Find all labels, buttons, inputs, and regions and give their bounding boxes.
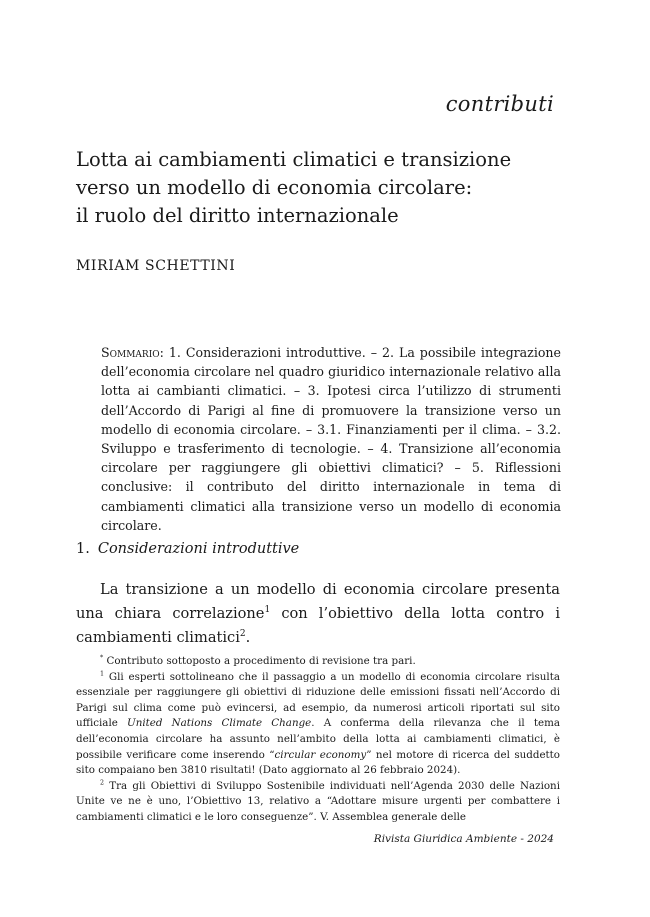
section-heading (76, 541, 299, 557)
footnote-ref-1[interactable]: 1 (264, 605, 271, 616)
title-line-3: il ruolo del diritto internazionale (76, 204, 399, 227)
footnote-1 (76, 670, 560, 779)
footnote-1-site: United Nations Climate Change (127, 717, 312, 730)
footnotes (76, 654, 560, 826)
footnote-1-mark: 1 (100, 669, 105, 678)
journal-year: 2024 (527, 833, 554, 845)
footer-separator: - (517, 833, 528, 845)
footnote-2-text: Tra gli Obiettivi di Sviluppo Sostenibile individuati nell’Agenda 2030 delle Nazioni Unite ve ne è uno, l’Obiettivo 13, relativo a “Adottare misure urgenti per combattere i cambiamenti climatici e le loro conseguenze”. V. Assemblea generale delle (76, 779, 560, 823)
footnote-star-text: Contributo sottoposto a procedimento di revisione tra pari. (106, 655, 416, 667)
section-title: Considerazioni introduttive (97, 541, 300, 557)
section-label: contributi (445, 92, 554, 116)
author-name: MIRIAM SCHETTINI (76, 258, 236, 274)
para-text-b: con l’obiettivo della lotta contro i cambiamenti climatici (76, 605, 560, 646)
footnote-1-text-b: . A conferma della rilevanza che il tema dell’economia circolare ha assunto nell’ambito della lotta ai cambiamenti climatici, è possibile verificare come inserendo “ (76, 717, 560, 761)
para-text-a: La transizione a un modello di economia circolare presenta una chiara correlazione (76, 581, 560, 622)
footnote-star (76, 654, 560, 670)
running-footer (374, 833, 554, 845)
body-paragraph (76, 578, 560, 650)
section-number: 1. (76, 541, 90, 557)
summary-label: Sommario (101, 345, 160, 360)
summary (101, 343, 561, 535)
paragraph-1 (76, 578, 560, 650)
footnote-1-text-c: ” nel motore di ricerca del suddetto sito compaiano ben 3810 risultati! (Dato aggiornato al 26 febbraio 2024). (76, 748, 561, 777)
footnote-star-mark: * (100, 653, 104, 662)
article-title (76, 146, 576, 230)
footnote-2 (76, 779, 560, 826)
footnote-1-text-a: Gli esperti sottolineano che il passaggio a un modello di economia circolare risulta essenziale per raggiungere gli obiettivi di riduzione delle emissioni fissati nell’Accordo di Parigi sul clima come può evincersi, ad esempio, da numerosi articoli riportati sul sito ufficiale (76, 670, 561, 730)
footnote-ref-2[interactable]: 2 (239, 629, 246, 640)
journal-name: Rivista Giuridica Ambiente (373, 833, 518, 845)
para-text-c: . (245, 629, 251, 646)
footnote-1-term: circular economy (274, 748, 367, 761)
footnote-2-mark: 2 (100, 778, 105, 787)
title-line-2: verso un modello di economia circolare: (76, 176, 473, 199)
title-line-1: Lotta ai cambiamenti climatici e transizione (76, 148, 512, 171)
summary-text: : 1. Considerazioni introduttive. – 2. La possibile integrazione dell’economia circolare nel quadro giuridico internazionale relativo alla lotta ai cambianti climatici. – 3. Ipotesi circa l’utilizzo di strumenti dell’Accordo di Parigi al fine di promuovere la transizione verso un modello di economia circolare. – 3.1. Finanziamenti per il clima. – 3.2. Sviluppo e trasferimento di tecnologie. – 4. Transizione all’economia circolare per raggiungere gli obiettivi climatici? – 5. Riflessioni conclusive: il contributo del diritto internazionale in tema di cambiamenti climatici alla transizione verso un modello di economia circolare. (101, 345, 561, 533)
